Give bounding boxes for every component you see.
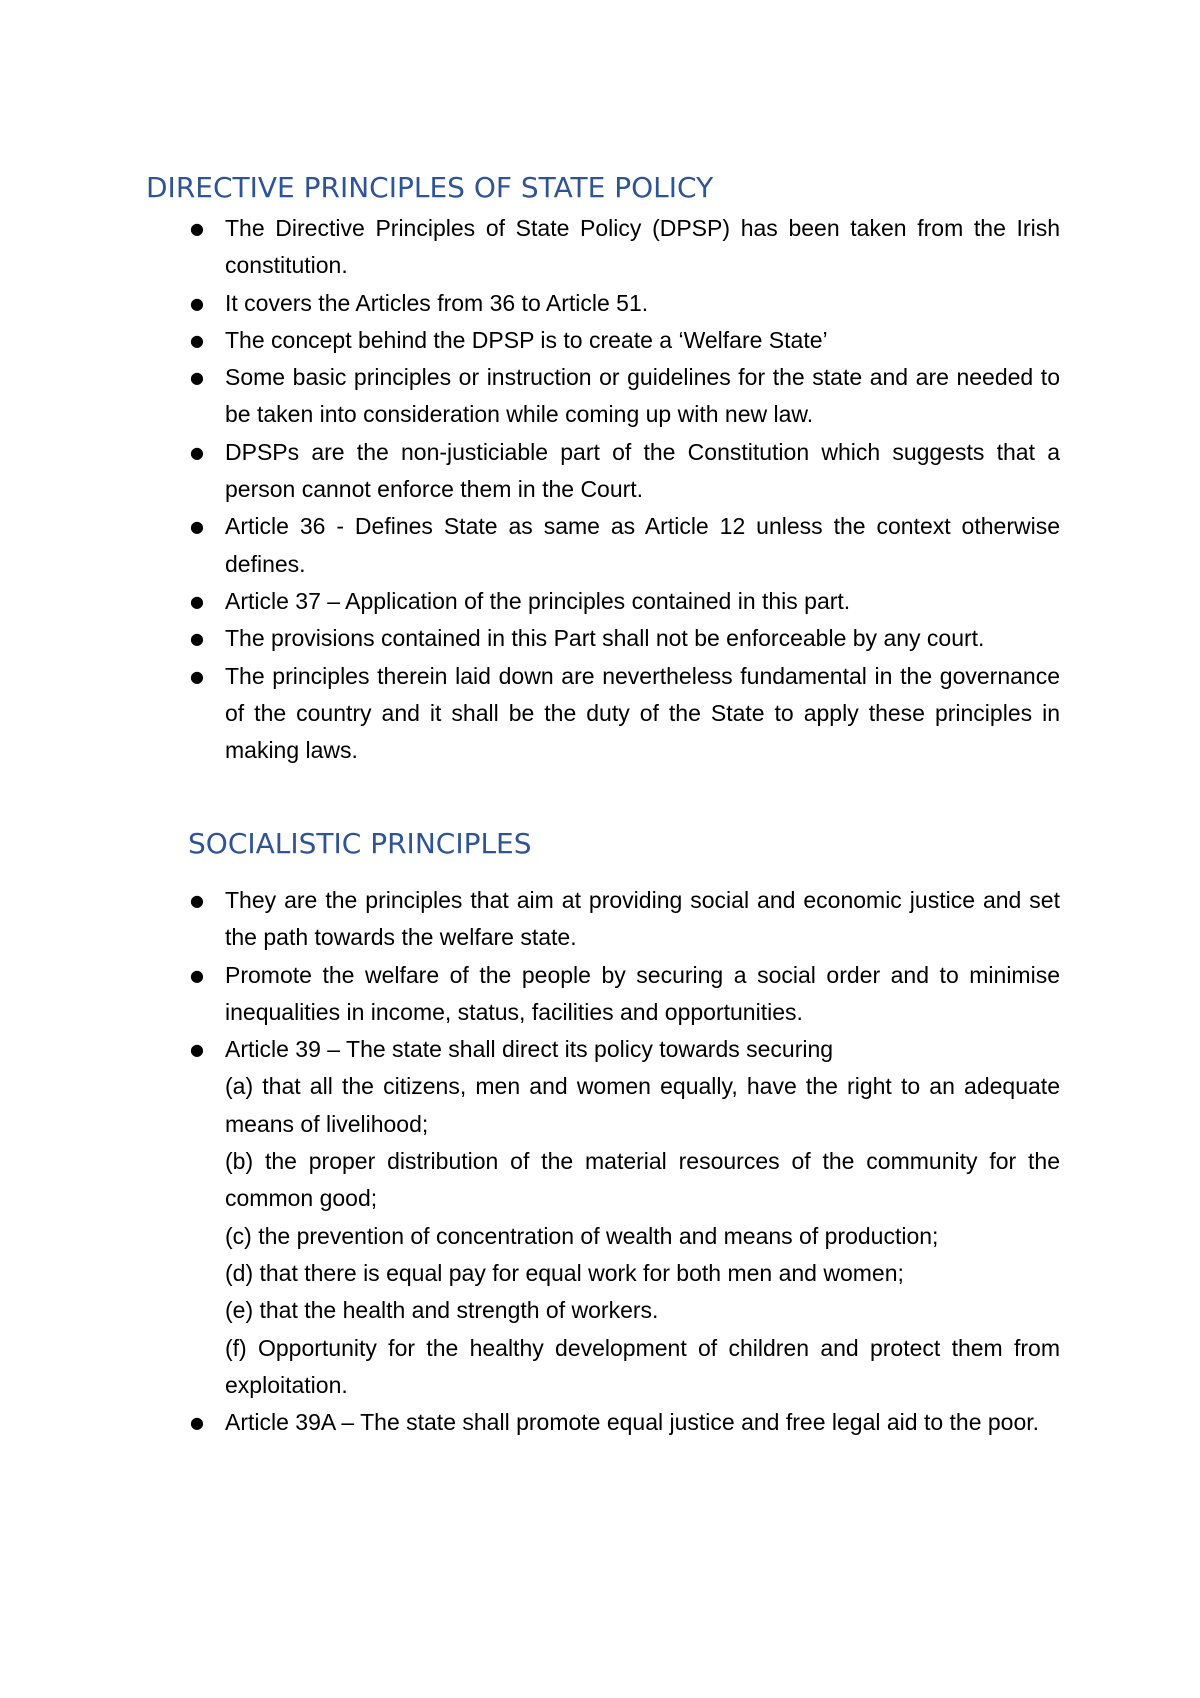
socialistic-principles-list (190, 882, 1060, 1441)
list-item: ● Article 39A – The state shall promote equal justice and free legal aid to the poor. (190, 1404, 1060, 1441)
article-39-subitem-a: (a) that all the citizens, men and women equally, have the right to an adequate means of livelihood; (225, 1073, 1060, 1137)
list-item: ● DPSPs are the non-justiciable part of the Constitution which suggests that a person cannot enforce them in the Court. (190, 434, 1060, 509)
bullet-icon: ● (190, 591, 204, 611)
bullet-icon: ● (190, 442, 204, 462)
list-item: ● Article 37 – Application of the principles contained in this part. (190, 583, 1060, 620)
bullet-icon: ● (190, 891, 204, 910)
list-item-article-39: ● Article 39 – The state shall direct its policy towards securing (a) that all the citizens, men and women equally, have the right to an adequate means of livelihood; (b) the proper distribution of the material resources of the community for the common good; (c) the prevention of concentration of wealth and means of production; (d) that there is equal pay for equal work for both men and women; (e) that the health and strength of workers. (f) Opportunity for the healthy development of children and protect them from exploitation. (190, 1031, 1060, 1404)
article-39-subitem-c: (c) the prevention of concentration of wealth and means of production; (225, 1222, 939, 1249)
list-item: ● Promote the welfare of the people by securing a social order and to minimise inequalities in income, status, facilities and opportunities. (190, 957, 1060, 1032)
article-39-subitem-d: (d) that there is equal pay for equal work for both men and women; (225, 1259, 904, 1286)
bullet-icon: ● (190, 368, 204, 388)
bullet-icon: ● (190, 1413, 204, 1433)
section-heading-socialistic-principles: SOCIALISTIC PRINCIPLES (188, 827, 532, 860)
article-39-subitem-e: (e) that the health and strength of workers. (225, 1297, 659, 1324)
list-item: ● Article 36 - Defines State as same as Article 12 unless the context otherwise defines. (190, 508, 1060, 583)
list-item: ● Some basic principles or instruction or guidelines for the state and are needed to be taken into consideration while coming up with new law. (190, 359, 1060, 434)
bullet-icon: ● (190, 629, 204, 649)
bullet-icon: ● (190, 330, 204, 350)
list-item: ● The Directive Principles of State Policy (DPSP) has been taken from the Irish constitution. (190, 210, 1060, 285)
bullet-icon: ● (190, 293, 204, 313)
section-heading-directive-principles: DIRECTIVE PRINCIPLES OF STATE POLICY (146, 171, 714, 204)
list-item: ● They are the principles that aim at providing social and economic justice and set the path towards the welfare state. (190, 882, 1060, 957)
list-item: ● It covers the Articles from 36 to Article 51. (190, 285, 1060, 322)
list-item: ● The principles therein laid down are nevertheless fundamental in the governance of the country and it shall be the duty of the State to apply these principles in making laws. (190, 658, 1060, 770)
article-39-subitem-b: (b) the proper distribution of the material resources of the community for the common good; (225, 1148, 1060, 1212)
bullet-icon: ● (190, 517, 204, 537)
list-item: ● The provisions contained in this Part shall not be enforceable by any court. (190, 620, 1060, 657)
bullet-icon: ● (190, 965, 204, 985)
bullet-icon: ● (190, 219, 204, 238)
bullet-icon: ● (190, 1040, 204, 1060)
list-item: ● The concept behind the DPSP is to create a ‘Welfare State’ (190, 322, 1060, 359)
directive-principles-list (190, 210, 1060, 769)
bullet-icon: ● (190, 666, 204, 686)
article-39-subitem-f: (f) Opportunity for the healthy development of children and protect them from exploitation. (225, 1334, 1060, 1398)
